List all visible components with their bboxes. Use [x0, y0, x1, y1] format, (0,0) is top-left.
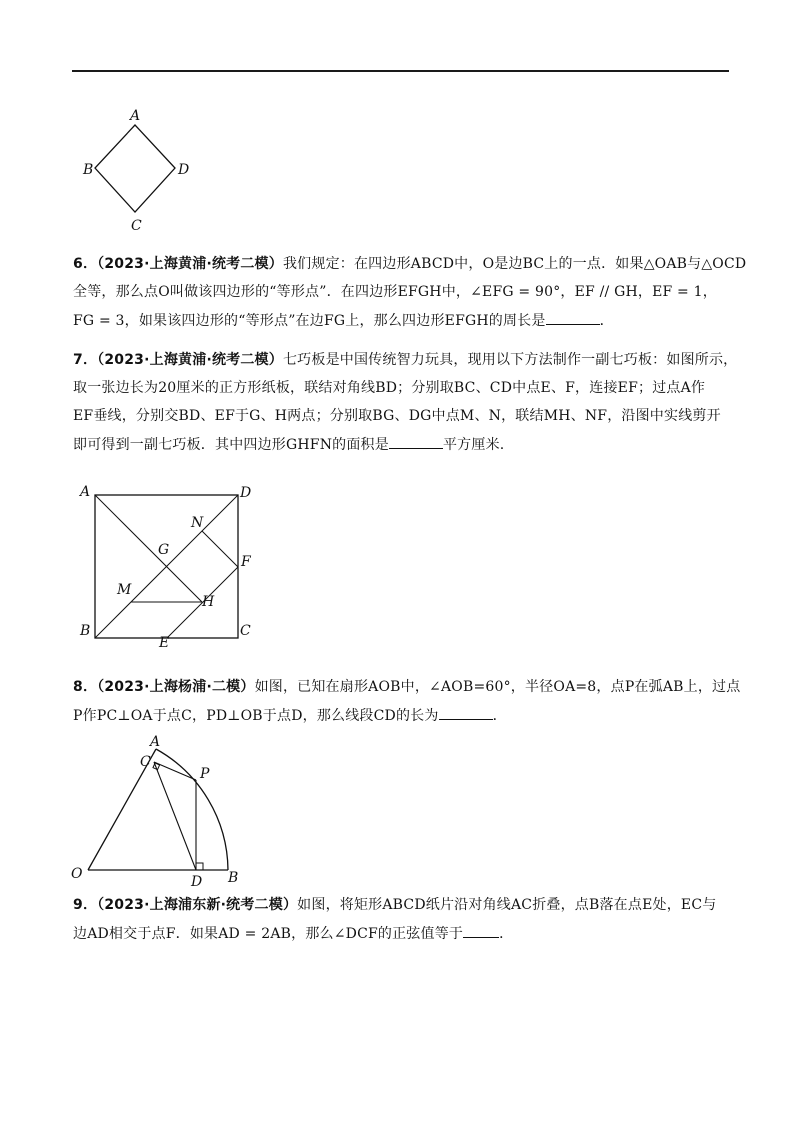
q7-line3: EF垂线，分别交BD、EF于G、H两点；分别取BG、DG中点M、N，联结MH、NF，沿图中实线剪开: [73, 408, 721, 424]
question-8: [73, 673, 741, 730]
q8-number: 8．: [73, 679, 98, 695]
label-n: N: [191, 515, 204, 531]
q6-source: （2023·上海黄浦·统考二模）: [97, 256, 283, 272]
label-m: M: [117, 582, 132, 598]
right-angle-mark-d: [196, 863, 203, 870]
q9-number: 9．: [73, 897, 98, 913]
q6-line2: 全等，那么点O叫做该四边形的“等形点”．在四边形EFGH中，∠EFG = 90°，EF // GH，EF = 1，: [73, 284, 717, 300]
figure-rhombus: [80, 105, 200, 235]
q9-line1: [73, 891, 733, 919]
q8-line1: [73, 673, 741, 701]
question-9: [73, 891, 733, 948]
label-a: A: [80, 484, 91, 500]
q8-text-2-end: ．: [492, 708, 507, 724]
q7-text-1: 七巧板是中国传统智力玩具，现用以下方法制作一副七巧板：如图所示，: [282, 352, 738, 368]
q6-text-1: 我们规定：在四边形ABCD中，O是边BC上的一点．如果△OAB与△OCD: [282, 256, 747, 272]
answer-blank[interactable]: [389, 430, 443, 449]
q9-line2: [73, 919, 733, 948]
answer-blank[interactable]: [439, 701, 493, 720]
q8-text-2: P作PC⊥OA于点C，PD⊥OB于点D，那么线段CD的长为: [73, 708, 439, 724]
q8-text-1: 如图，已知在扇形AOB中，∠AOB=60°，半径OA=8，点P在弧AB上，过点: [254, 679, 741, 695]
answer-blank[interactable]: [463, 919, 499, 938]
figure-sector: [68, 732, 248, 890]
q9-text-1: 如图，将矩形ABCD纸片沿对角线AC折叠，点B落在点E处，EC与: [297, 897, 717, 913]
rhombus-shape: [95, 125, 175, 212]
q6-line1: [73, 250, 747, 278]
label-o: O: [71, 866, 83, 882]
q6-line3: [73, 306, 733, 335]
label-d: D: [240, 485, 252, 501]
q8-line2: [73, 701, 733, 730]
line-nf: [202, 531, 238, 567]
q9-text-2: 边AD相交于点F．如果AD = 2AB，那么∠DCF的正弦值等于: [73, 926, 464, 942]
q9-text-2-end: ．: [499, 926, 514, 942]
label-c: C: [140, 754, 151, 770]
label-b: B: [80, 623, 91, 639]
q8-source: （2023·上海杨浦·二模）: [97, 679, 255, 695]
label-f: F: [241, 554, 251, 570]
q6-text-3: FG = 3，如果该四边形的“等形点”在边FG上，那么四边形EFGH的周长是: [73, 313, 546, 329]
answer-blank[interactable]: [546, 306, 600, 325]
q7-line1: [73, 346, 738, 374]
q9-source: （2023·上海浦东新·统考二模）: [97, 897, 298, 913]
q6-text-3-end: ．: [599, 313, 614, 329]
label-d: D: [191, 874, 203, 890]
segment-cd: [154, 762, 196, 870]
line-ah: [95, 495, 202, 602]
q7-text-4-end: 平方厘米.: [442, 437, 505, 453]
label-c: C: [240, 623, 251, 639]
q7-line2: 取一张边长为20厘米的正方形纸板，联结对角线BD；分别取BC、CD中点E、F，连接EF；过点A作: [73, 380, 706, 396]
q7-source: （2023·上海黄浦·统考二模）: [97, 352, 283, 368]
header-rule: [72, 70, 729, 72]
question-6: [73, 250, 747, 335]
question-7: [73, 346, 738, 459]
label-b: B: [83, 162, 94, 178]
q7-text-4: 即可得到一副七巧板．其中四边形GHFN的面积是: [73, 437, 389, 453]
label-a: A: [130, 108, 141, 124]
label-a: A: [150, 734, 161, 750]
q7-line4: [73, 430, 733, 459]
label-p: P: [200, 766, 210, 782]
label-c: C: [131, 218, 142, 234]
q6-number: 6．: [73, 256, 98, 272]
label-b: B: [228, 870, 239, 886]
label-e: E: [159, 635, 170, 651]
figure-tangram: [75, 482, 265, 652]
q7-number: 7．: [73, 352, 98, 368]
label-h: H: [202, 594, 215, 610]
label-g: G: [158, 542, 170, 558]
label-d: D: [178, 162, 190, 178]
